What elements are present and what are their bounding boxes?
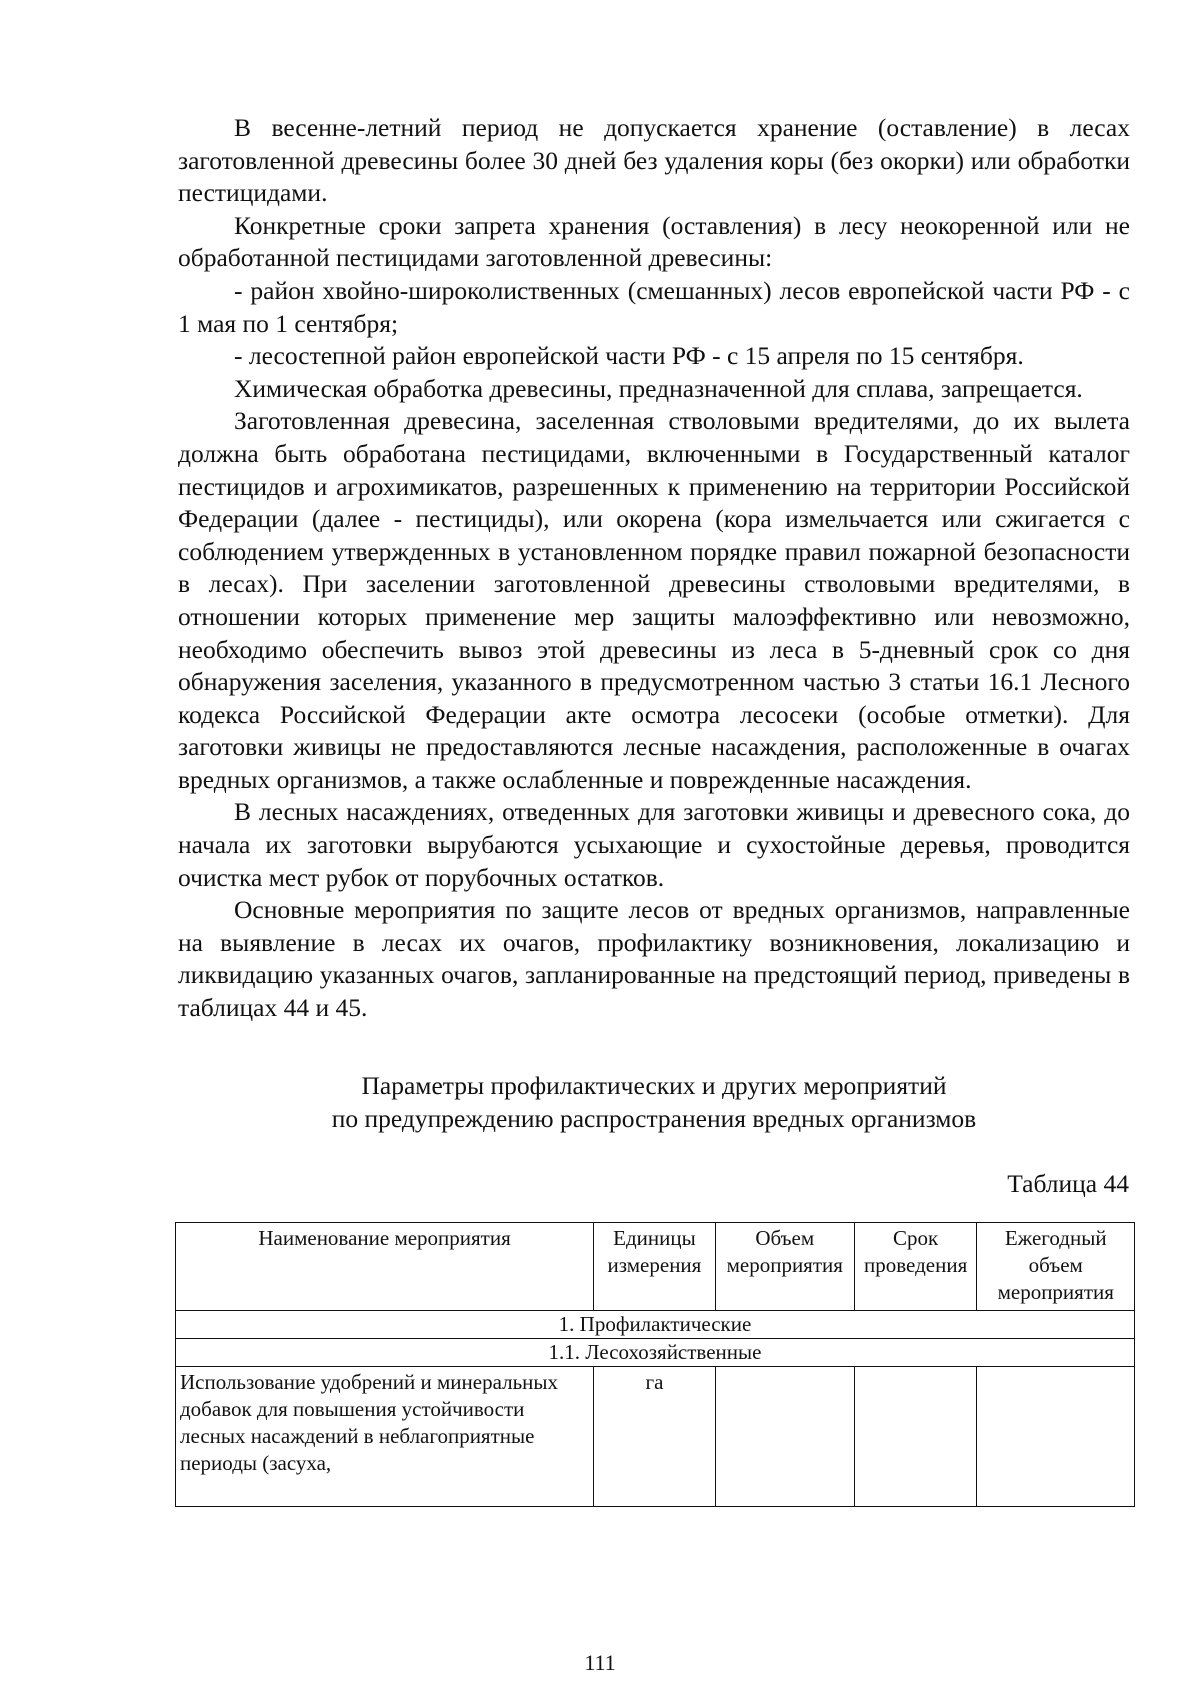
paragraph: Основные мероприятия по защите лесов от вредных организмов, направленные на выявление в лесах их очагов, профилактику возникновения, локализацию и ликвидацию указанных очагов, запланированные на предстоящий период, приведены в таблицах 44 и 45. (178, 895, 1130, 1023)
table-label: Таблица 44 (1007, 1168, 1129, 1198)
cell-name: Использование удобрений и минеральных добавок для повышения устойчивости лесных насаждений в неблагоприятные периоды (засуха, (176, 1366, 594, 1506)
table-title-line: по предупреждению распространения вредных организмов (331, 1103, 977, 1133)
page-number: 111 (584, 1650, 616, 1675)
table-section-row (176, 1310, 1135, 1338)
paragraph: В весенне-летний период не допускается хранение (оставление) в лесах заготовленной древесины более 30 дней без удаления коры (без окорки) или обработки пестицидами. (178, 113, 1130, 208)
table-title-line: Параметры профилактических и других мероприятий (361, 1070, 947, 1100)
header-volume: Объем мероприятия (715, 1222, 854, 1310)
header-annual: Ежегодный объем мероприятия (977, 1222, 1135, 1310)
table-header-row (176, 1222, 1135, 1310)
subsection-heading: 1.1. Лесохозяйственные (176, 1338, 1135, 1366)
measures-table (175, 1222, 1135, 1507)
cell-unit: га (594, 1366, 716, 1506)
paragraph: Конкретные сроки запрета хранения (оставления) в лесу неокоренной или не обработанной пестицидами заготовленной древесины: (178, 210, 1130, 273)
table-row (176, 1366, 1135, 1506)
document-page (178, 112, 1130, 1507)
cell-volume (715, 1366, 854, 1506)
paragraph: - район хвойно-широколиственных (смешанных) лесов европейской части РФ - с 1 мая по 1 сентября; (178, 275, 1130, 338)
paragraph: Химическая обработка древесины, предназначенной для сплава, запрещается. (234, 373, 1083, 403)
table-section-row (176, 1338, 1135, 1366)
paragraph: В лесных насаждениях, отведенных для заготовки живицы и древесного сока, до начала их заготовки вырубаются усыхающие и сухостойные деревья, проводится очистка мест рубок от порубочных остатков. (178, 797, 1130, 892)
paragraph: - лесостепной район европейской части РФ - с 15 апреля по 15 сентября. (234, 341, 1024, 371)
header-term: Срок проведения (854, 1222, 977, 1310)
table-title (178, 1069, 1130, 1135)
cell-term (854, 1366, 977, 1506)
section-heading: 1. Профилактические (176, 1310, 1135, 1338)
header-name: Наименование мероприятия (176, 1222, 594, 1310)
header-unit: Единицы измерения (594, 1222, 716, 1310)
paragraph: Заготовленная древесина, заселенная стволовыми вредителями, до их вылета должна быть обработана пестицидами, включенными в Государственный каталог пестицидов и агрохимикатов, разрешенных к применению на территории Российской Федерации (далее - пестициды), или окорена (кора измельчается или сжигается с соблюдением утвержденных в установленном порядке правил пожарной безопасности в лесах). При заселении заготовленной древесины стволовыми вредителями, в отношении которых применение мер защиты малоэффективно или невозможно, необходимо обеспечить вывоз этой древесины из леса в 5-дневный срок со дня обнаружения заселения, указанного в предусмотренном частью 3 статьи 16.1 Лесного кодекса Российской Федерации акте осмотра лесосеки (особые отметки). Для заготовки живицы не предоставляются лесные насаждения, расположенные в очагах вредных организмов, а также ослабленные и поврежденные насаждения. (178, 406, 1130, 794)
cell-annual (977, 1366, 1135, 1506)
